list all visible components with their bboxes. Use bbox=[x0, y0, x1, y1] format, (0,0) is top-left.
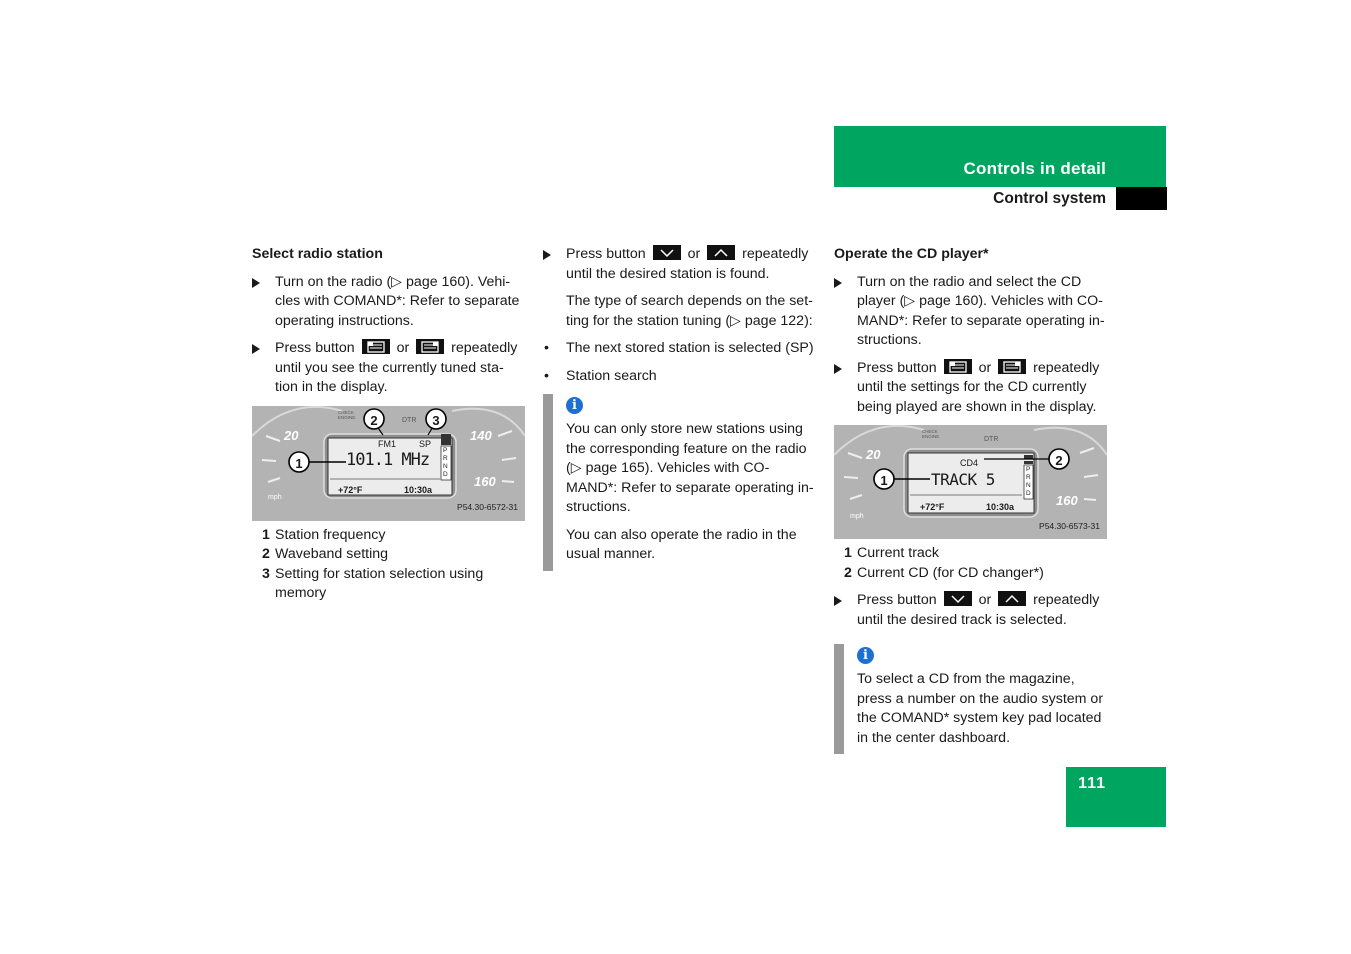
step-press-seek-button: Press button or repeatedly until the desired station is found. bbox=[543, 245, 818, 284]
callout-1: 1 bbox=[880, 473, 888, 488]
instrument-display-radio-figure bbox=[252, 406, 525, 521]
display-next-button-icon bbox=[998, 359, 1026, 374]
speed-label-160: 160 bbox=[474, 473, 496, 489]
check-engine-label: CHECK ENGINE bbox=[338, 409, 356, 420]
display-prev-button-icon bbox=[944, 359, 972, 374]
callout-3: 3 bbox=[432, 412, 440, 428]
list-item-stored-station: • The next stored station is selected (SP) bbox=[543, 339, 818, 359]
gear-indicator: PRND bbox=[1026, 466, 1031, 497]
column-3 bbox=[834, 245, 1107, 754]
info-box-storing bbox=[543, 394, 818, 571]
info-icon: i bbox=[566, 397, 583, 414]
figure-caption: P54.30-6572-31 bbox=[457, 502, 518, 512]
info-text-store-stations: You can only store new stations using the corresponding feature on the radio (▷ page 165). Vehicles with CO-MAND*: Refer to separate operating in-structions. bbox=[566, 421, 814, 515]
dtr-label: DTR bbox=[402, 416, 417, 424]
waveband-text: FM1 bbox=[378, 438, 396, 449]
speed-label-20: 20 bbox=[284, 427, 299, 443]
up-button-icon bbox=[707, 245, 735, 260]
callout-2: 2 bbox=[370, 412, 378, 428]
display-prev-button-icon bbox=[362, 339, 390, 354]
heading-operate-cd: Operate the CD player* bbox=[834, 246, 989, 262]
page-number-box bbox=[1066, 767, 1166, 827]
up-button-icon bbox=[998, 591, 1026, 606]
callout-2: 2 bbox=[1055, 453, 1063, 468]
step-turn-on-radio: Turn on the radio (▷ page 160). Vehi-cles with COMAND*: Refer to separate operating instructions. bbox=[252, 273, 525, 332]
callout-1: 1 bbox=[295, 455, 303, 471]
bullet-arrow-icon bbox=[834, 364, 842, 374]
subsection-title: Control system bbox=[993, 190, 1106, 207]
step-turn-on-cd: Turn on the radio and select the CD player (▷ page 160). Vehicles with CO-MAND*: Refer to separate operating in-structions. bbox=[834, 273, 1107, 351]
memory-mode-text: SP bbox=[419, 438, 432, 449]
legend-item: 2 Current CD (for CD changer*) bbox=[844, 564, 1044, 581]
speed-label-20: 20 bbox=[866, 447, 881, 462]
check-engine-label: CHECK ENGINE bbox=[922, 429, 940, 439]
clock-text: 10:30a bbox=[404, 484, 433, 495]
temperature-text: +72°F bbox=[338, 484, 363, 495]
step-press-button: Press button or repeatedly until you see the currently tuned sta-tion in the display. bbox=[252, 339, 525, 398]
page-number: 111 bbox=[1078, 775, 1106, 792]
speed-unit: mph bbox=[268, 493, 282, 501]
display-next-button-icon bbox=[416, 339, 444, 354]
legend-item: 1 Station frequency bbox=[262, 526, 386, 543]
figure-legend bbox=[252, 526, 525, 604]
temperature-text: +72°F bbox=[920, 502, 945, 512]
section-header-bar bbox=[834, 126, 1166, 187]
info-box-cd-magazine bbox=[834, 644, 1107, 754]
speed-unit: mph bbox=[850, 513, 864, 520]
bullet-arrow-icon bbox=[834, 278, 842, 288]
dtr-label: DTR bbox=[984, 436, 999, 443]
speed-label-140: 140 bbox=[470, 427, 492, 443]
bullet-arrow-icon bbox=[543, 250, 551, 260]
info-text-select-cd: To select a CD from the magazine, press a number on the audio system or the COMAND* system key pad located in the center dashboard. bbox=[857, 671, 1104, 746]
section-title: Controls in detail bbox=[963, 159, 1106, 178]
figure-legend bbox=[834, 544, 1107, 583]
cd-number-text: CD4 bbox=[960, 458, 979, 468]
list-item-station-search: • Station search bbox=[543, 367, 818, 387]
bullet-arrow-icon bbox=[252, 344, 260, 354]
down-button-icon bbox=[653, 245, 681, 260]
down-button-icon bbox=[944, 591, 972, 606]
column-1 bbox=[252, 245, 525, 604]
legend-item: 2 Waveband setting bbox=[262, 546, 389, 562]
bullet-arrow-icon bbox=[834, 596, 842, 606]
search-type-paragraph: The type of search depends on the set-ting for the station tuning (▷ page 122): bbox=[566, 293, 813, 329]
heading-select-radio: Select radio station bbox=[252, 246, 383, 262]
bullet-arrow-icon bbox=[252, 278, 260, 288]
frequency-text: 101.1 MHz bbox=[346, 449, 430, 470]
legend-item: 1 Current track bbox=[844, 545, 939, 561]
legend-item: 3 Setting for station selection using memory bbox=[262, 565, 484, 601]
figure-caption: P54.30-6573-31 bbox=[1039, 520, 1100, 531]
column-2 bbox=[543, 245, 818, 571]
subsection-marker bbox=[1116, 187, 1167, 210]
info-text-operate-radio: You can also operate the radio in the usual manner. bbox=[566, 526, 797, 562]
clock-text: 10:30a bbox=[986, 502, 1015, 512]
gear-indicator: PRND bbox=[443, 446, 448, 478]
step-press-track-button: Press button or repeatedly until the desired track is selected. bbox=[834, 591, 1107, 630]
instrument-display-cd-figure bbox=[834, 425, 1107, 539]
info-icon: i bbox=[857, 647, 874, 664]
track-text: TRACK 5 bbox=[931, 470, 995, 489]
step-press-display-button: Press button or repeatedly until the settings for the CD currently being played are shown in the display. bbox=[834, 359, 1107, 418]
speed-label-160: 160 bbox=[1056, 493, 1078, 508]
